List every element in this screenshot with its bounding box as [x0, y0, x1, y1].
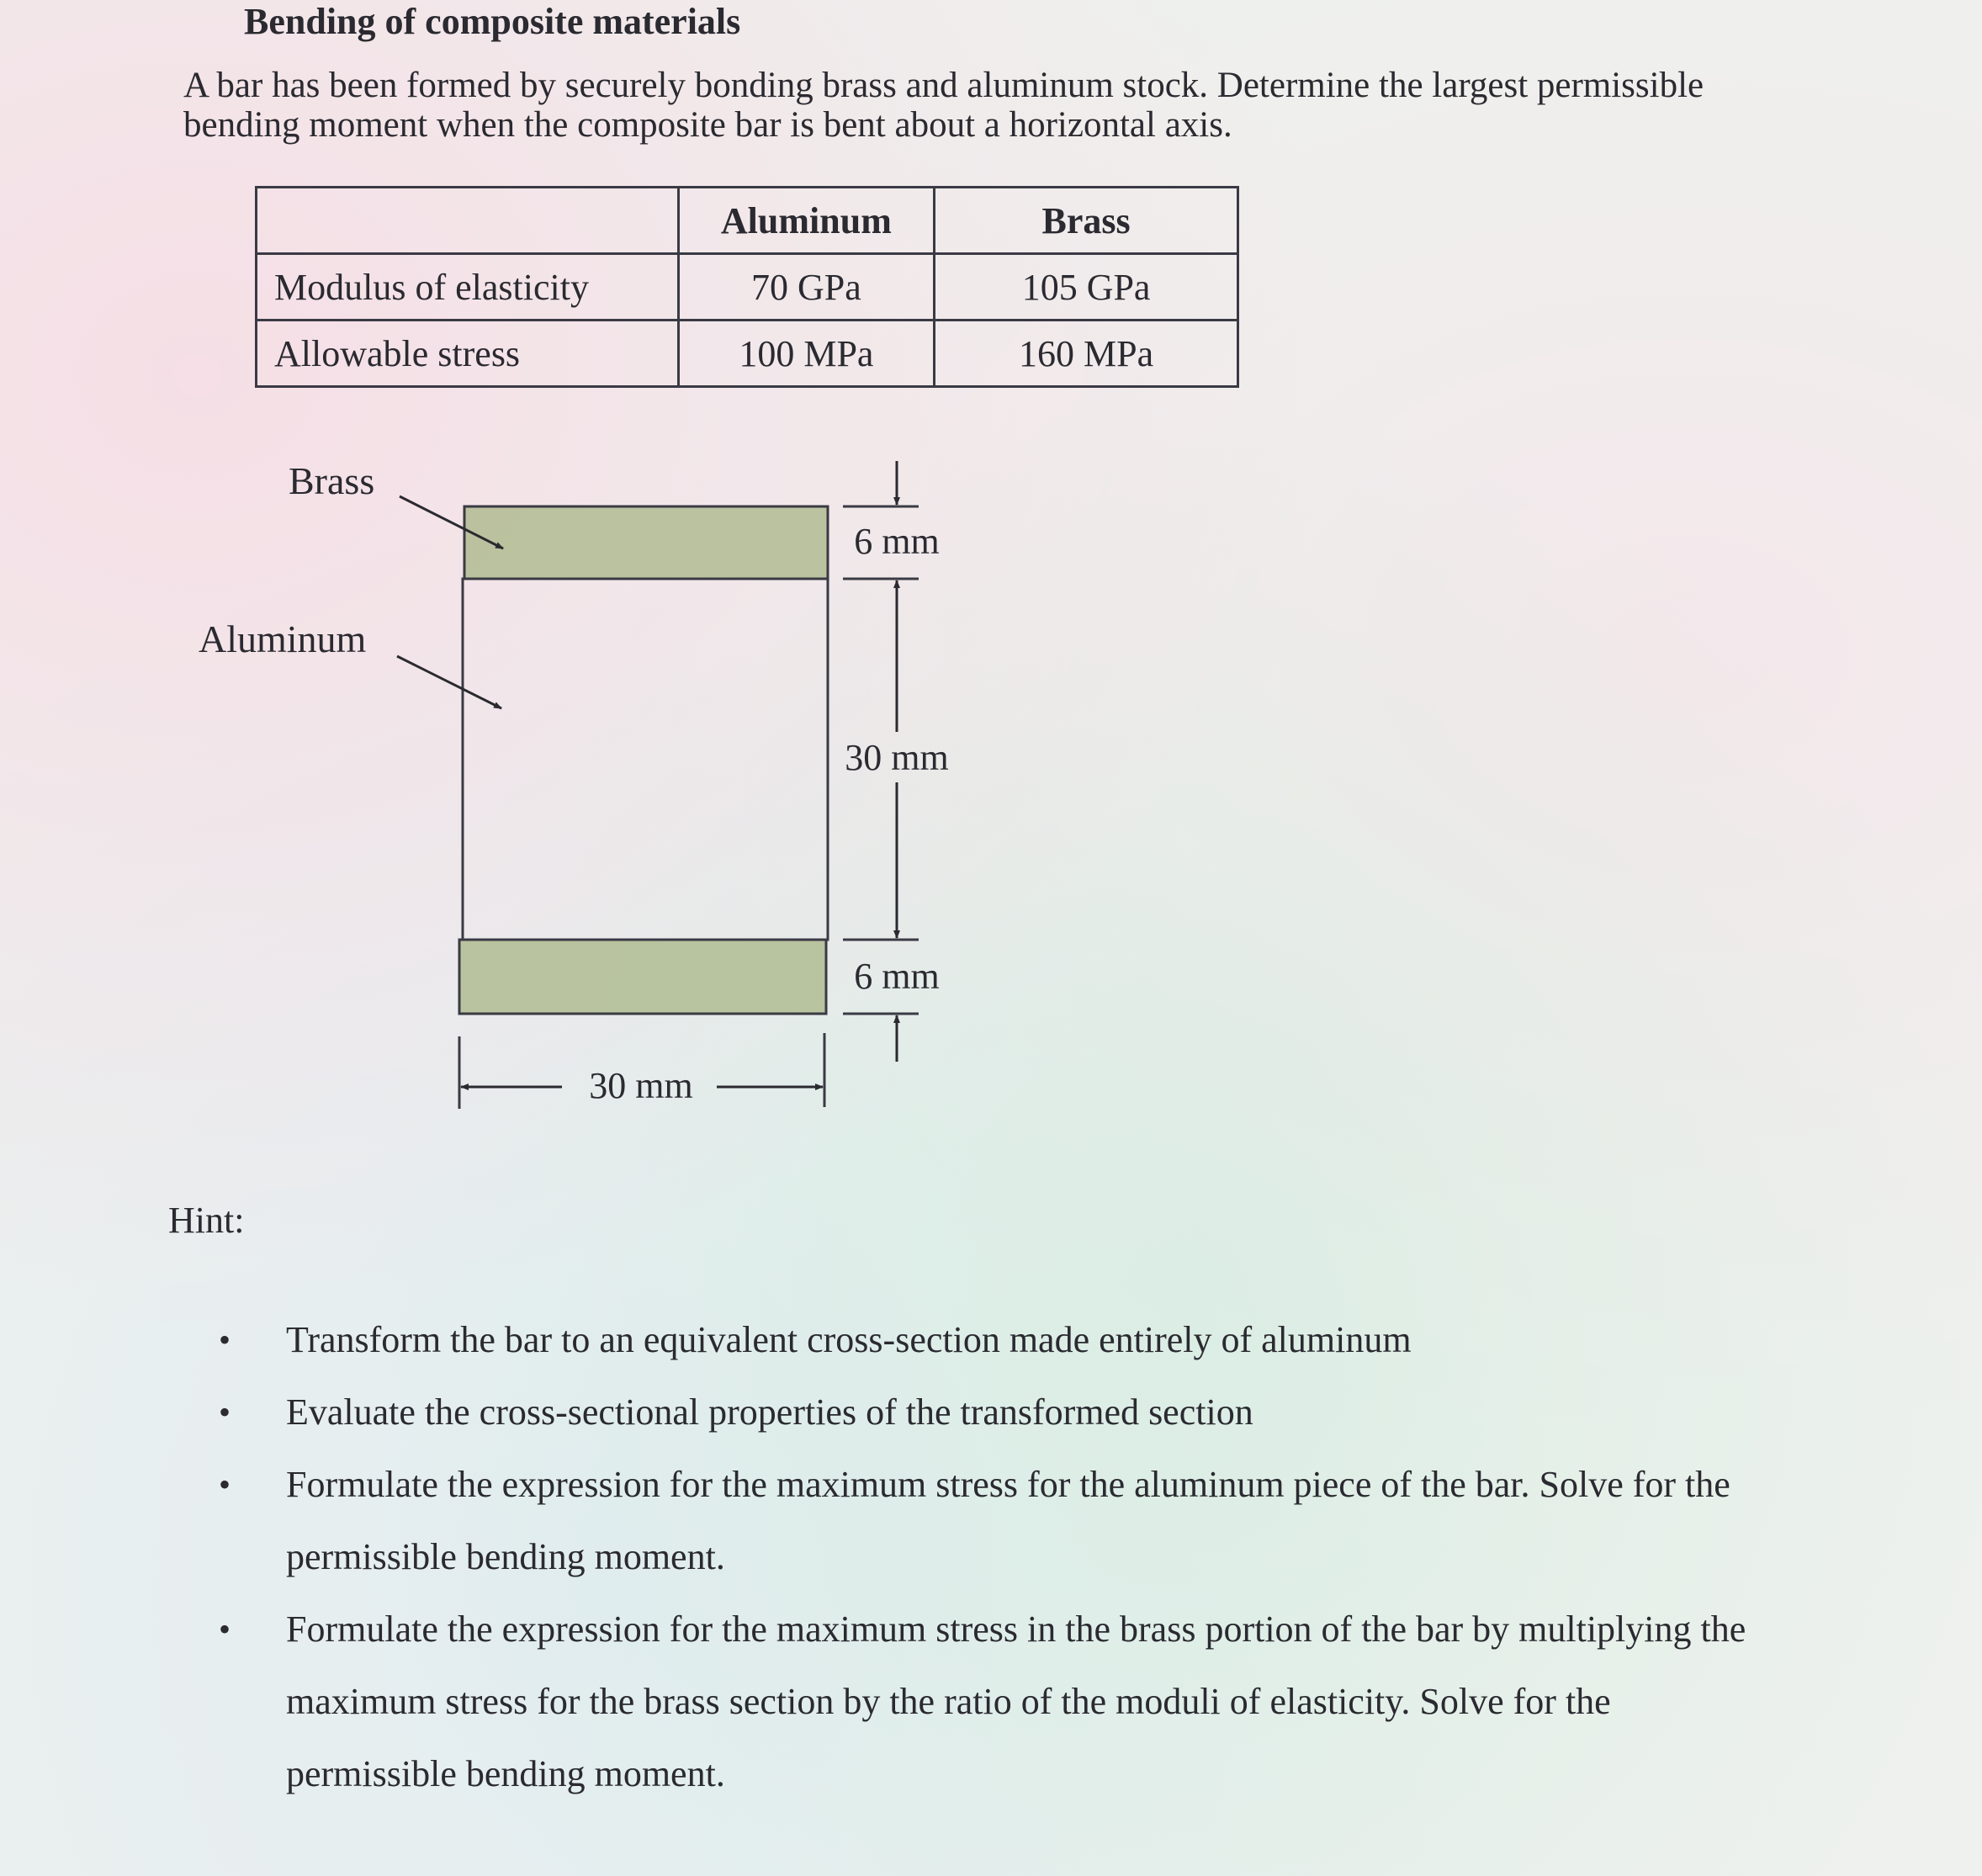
dim-width-label: 30 mm	[589, 1065, 693, 1106]
document-title: Bending of composite materials	[244, 1, 741, 42]
hint-item-text: Formulate the expression for the maximum stress for the aluminum piece of the bar. Solve for the permissible bending moment.	[286, 1464, 1730, 1577]
aluminum-leader-arrow	[397, 656, 501, 708]
hint-label: Hint:	[168, 1200, 245, 1241]
brass-label: Brass	[289, 459, 375, 502]
bullet-icon: •	[219, 1393, 231, 1431]
problem-statement: A bar has been formed by securely bonding brass and aluminum stock. Determine the largest permissible bending moment when the composite bar is bent about a horizontal axis.	[183, 66, 1704, 145]
stress-brass: 160 MPa	[935, 321, 1238, 387]
row-label-allowable-stress: Allowable stress	[257, 321, 679, 387]
hint-item-text: Formulate the expression for the maximum stress in the brass portion of the bar by multiplying the maximum stress for the brass section by the ratio of the moduli of elasticity. Solve for the permissible bending moment.	[286, 1608, 1746, 1794]
dim-top-label: 6 mm	[854, 521, 940, 562]
row-label-modulus: Modulus of elasticity	[257, 254, 679, 321]
hint-list	[219, 1304, 1750, 1810]
stress-aluminum: 100 MPa	[678, 321, 935, 387]
bullet-icon: •	[219, 1321, 231, 1359]
list-item	[219, 1593, 1750, 1810]
list-item	[219, 1376, 1750, 1449]
dim-bottom-label: 6 mm	[854, 956, 940, 997]
brass-layer-bottom	[459, 940, 826, 1014]
list-item	[219, 1449, 1750, 1593]
modulus-aluminum: 70 GPa	[678, 254, 935, 321]
aluminum-label: Aluminum	[199, 617, 367, 660]
hint-item-text: Evaluate the cross-sectional properties of the transformed section	[286, 1391, 1253, 1433]
table-header-brass: Brass	[935, 188, 1238, 254]
bullet-icon: •	[219, 1610, 231, 1648]
bullet-icon: •	[219, 1465, 231, 1503]
aluminum-core-outline	[463, 579, 828, 940]
brass-layer-top	[464, 506, 828, 579]
table-header-aluminum: Aluminum	[678, 188, 935, 254]
hint-item-text: Transform the bar to an equivalent cross-section made entirely of aluminum	[286, 1319, 1412, 1360]
modulus-brass: 105 GPa	[935, 254, 1238, 321]
list-item	[219, 1304, 1750, 1376]
dim-middle-label: 30 mm	[845, 737, 949, 778]
